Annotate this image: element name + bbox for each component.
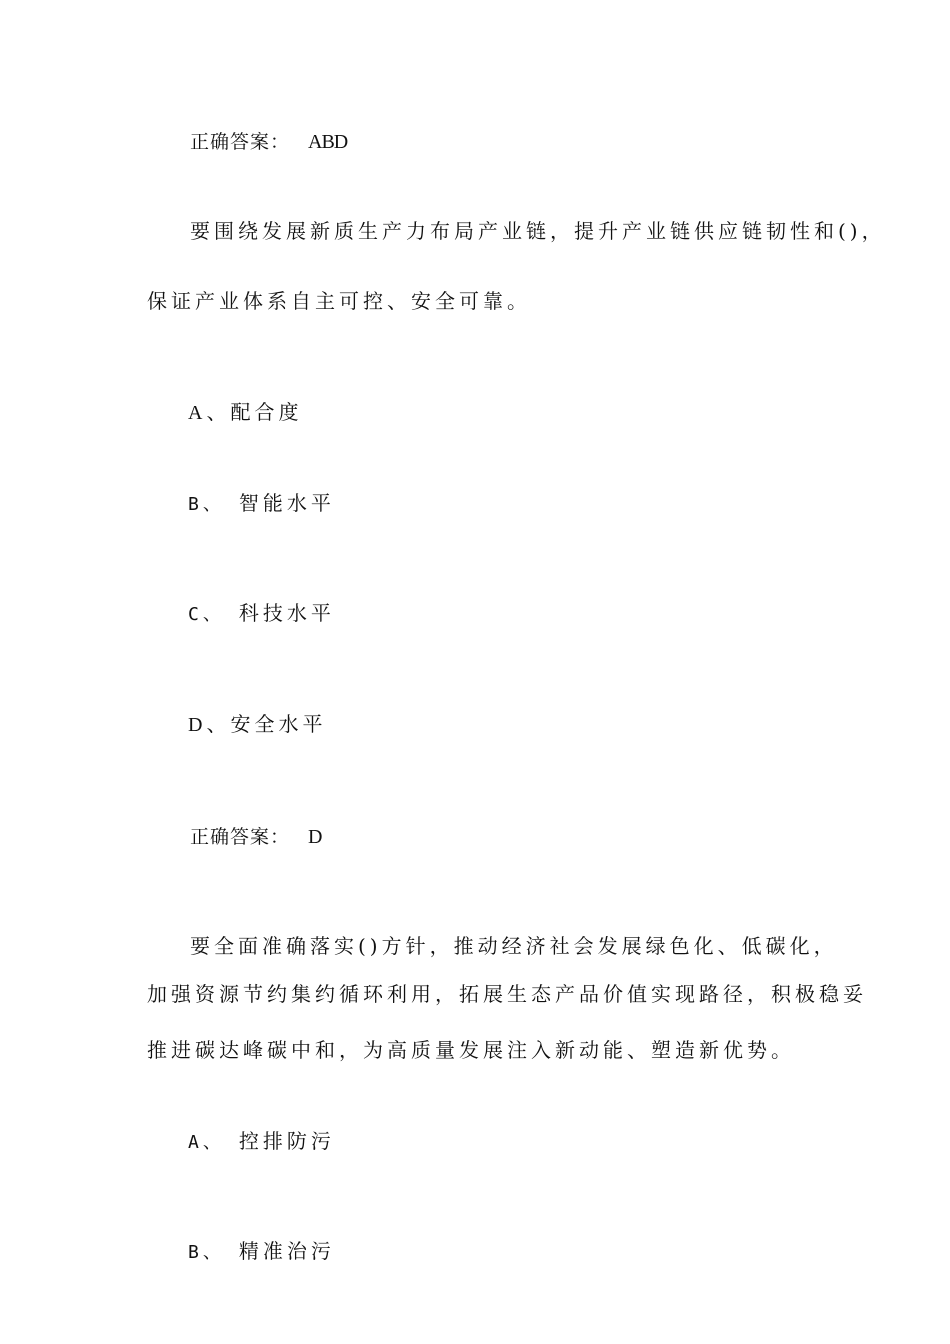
option-b <box>188 489 335 519</box>
option-letter: A、 <box>188 402 231 424</box>
option-text: 科技水平 <box>238 601 335 625</box>
option-letter: B、 <box>188 1242 225 1263</box>
question-line: 保证产业体系自主可控、安全可靠。 <box>147 289 531 313</box>
option-text: 智能水平 <box>238 491 335 515</box>
option-c <box>188 599 335 629</box>
option-text: 安全水平 <box>230 712 327 736</box>
option-letter: C、 <box>188 604 225 625</box>
answer-label: 正确答案： <box>190 826 291 848</box>
option-text: 配合度 <box>230 400 303 424</box>
option-letter: A、 <box>188 1132 225 1153</box>
option-letter: B、 <box>188 494 225 515</box>
question-line: 加强资源节约集约循环利用，拓展生态产品价值实现路径，积极稳妥 <box>147 982 867 1006</box>
question-line: 要围绕发展新质生产力布局产业链，提升产业链供应链韧性和()， <box>190 219 886 243</box>
option-text: 精准治污 <box>238 1239 335 1263</box>
option-a <box>188 1127 335 1157</box>
option-d <box>188 710 326 739</box>
question-line: 推进碳达峰碳中和，为高质量发展注入新动能、塑造新优势。 <box>147 1038 795 1062</box>
answer-value: ABD <box>308 131 348 153</box>
answer-line <box>190 822 321 851</box>
answer-value: D <box>308 826 322 848</box>
option-text: 控排防污 <box>238 1129 335 1153</box>
answer-line <box>190 127 347 156</box>
option-letter: D、 <box>188 714 231 736</box>
answer-label: 正确答案： <box>190 131 291 153</box>
option-a <box>188 398 302 427</box>
option-b <box>188 1237 335 1267</box>
question-line: 要全面准确落实()方针，推动经济社会发展绿色化、低碳化， <box>190 934 838 958</box>
